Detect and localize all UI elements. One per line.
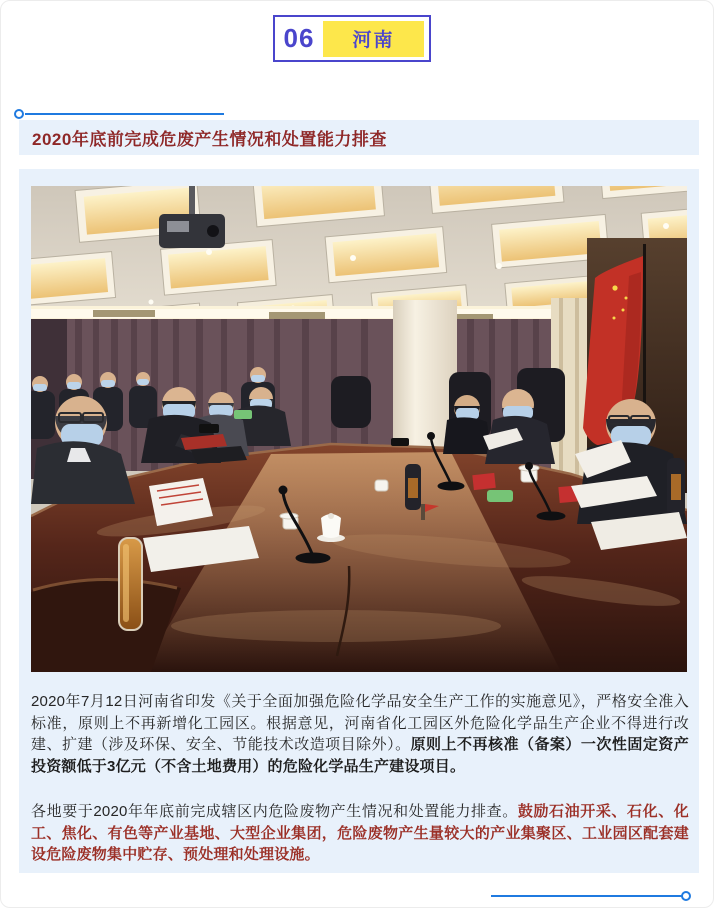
title-bar	[19, 120, 699, 155]
meeting-photo	[31, 186, 687, 672]
connector-rule	[491, 895, 683, 897]
connector-dot-icon	[681, 891, 691, 901]
content-panel	[19, 169, 699, 873]
section-number: 06	[283, 23, 315, 53]
region-label: 河南	[323, 21, 424, 57]
paragraph-policy-bold: 原则上不再核准（备案）一次性固定资产投资额低于3亿元（不含土地费用）的危险化学品生产建设项目。	[31, 736, 689, 775]
paragraph-survey-normal: 各地要于2020年年底前完成辖区内危险废物产生情况和处置能力排查。	[31, 803, 518, 820]
paragraph-survey	[31, 801, 689, 866]
connector-dot-icon	[14, 109, 24, 119]
paragraph-survey-bold-red: 鼓励石油开采、石化、化工、焦化、有色等产业基地、大型企业集团，危险废物产生量较大的产业集聚区、工业园区配套建设危险废物集中贮存、预处理和处理设施。	[31, 803, 689, 863]
section-badge	[273, 15, 431, 62]
paragraph-policy-normal: 2020年7月12日河南省印发《关于全面加强危险化学品安全生产工作的实施意见》，严格安全准入标准，原则上不再新增化工园区。根据意见，河南省化工园区外危险化学品生产企业不得进行改建、扩建（涉及环保、安全、节能技术改造项目除外）。	[31, 693, 689, 753]
paragraph-policy	[31, 691, 689, 777]
connector-rule	[25, 113, 224, 115]
page-title: 2020年底前完成危废产生情况和处置能力排查	[32, 130, 387, 149]
